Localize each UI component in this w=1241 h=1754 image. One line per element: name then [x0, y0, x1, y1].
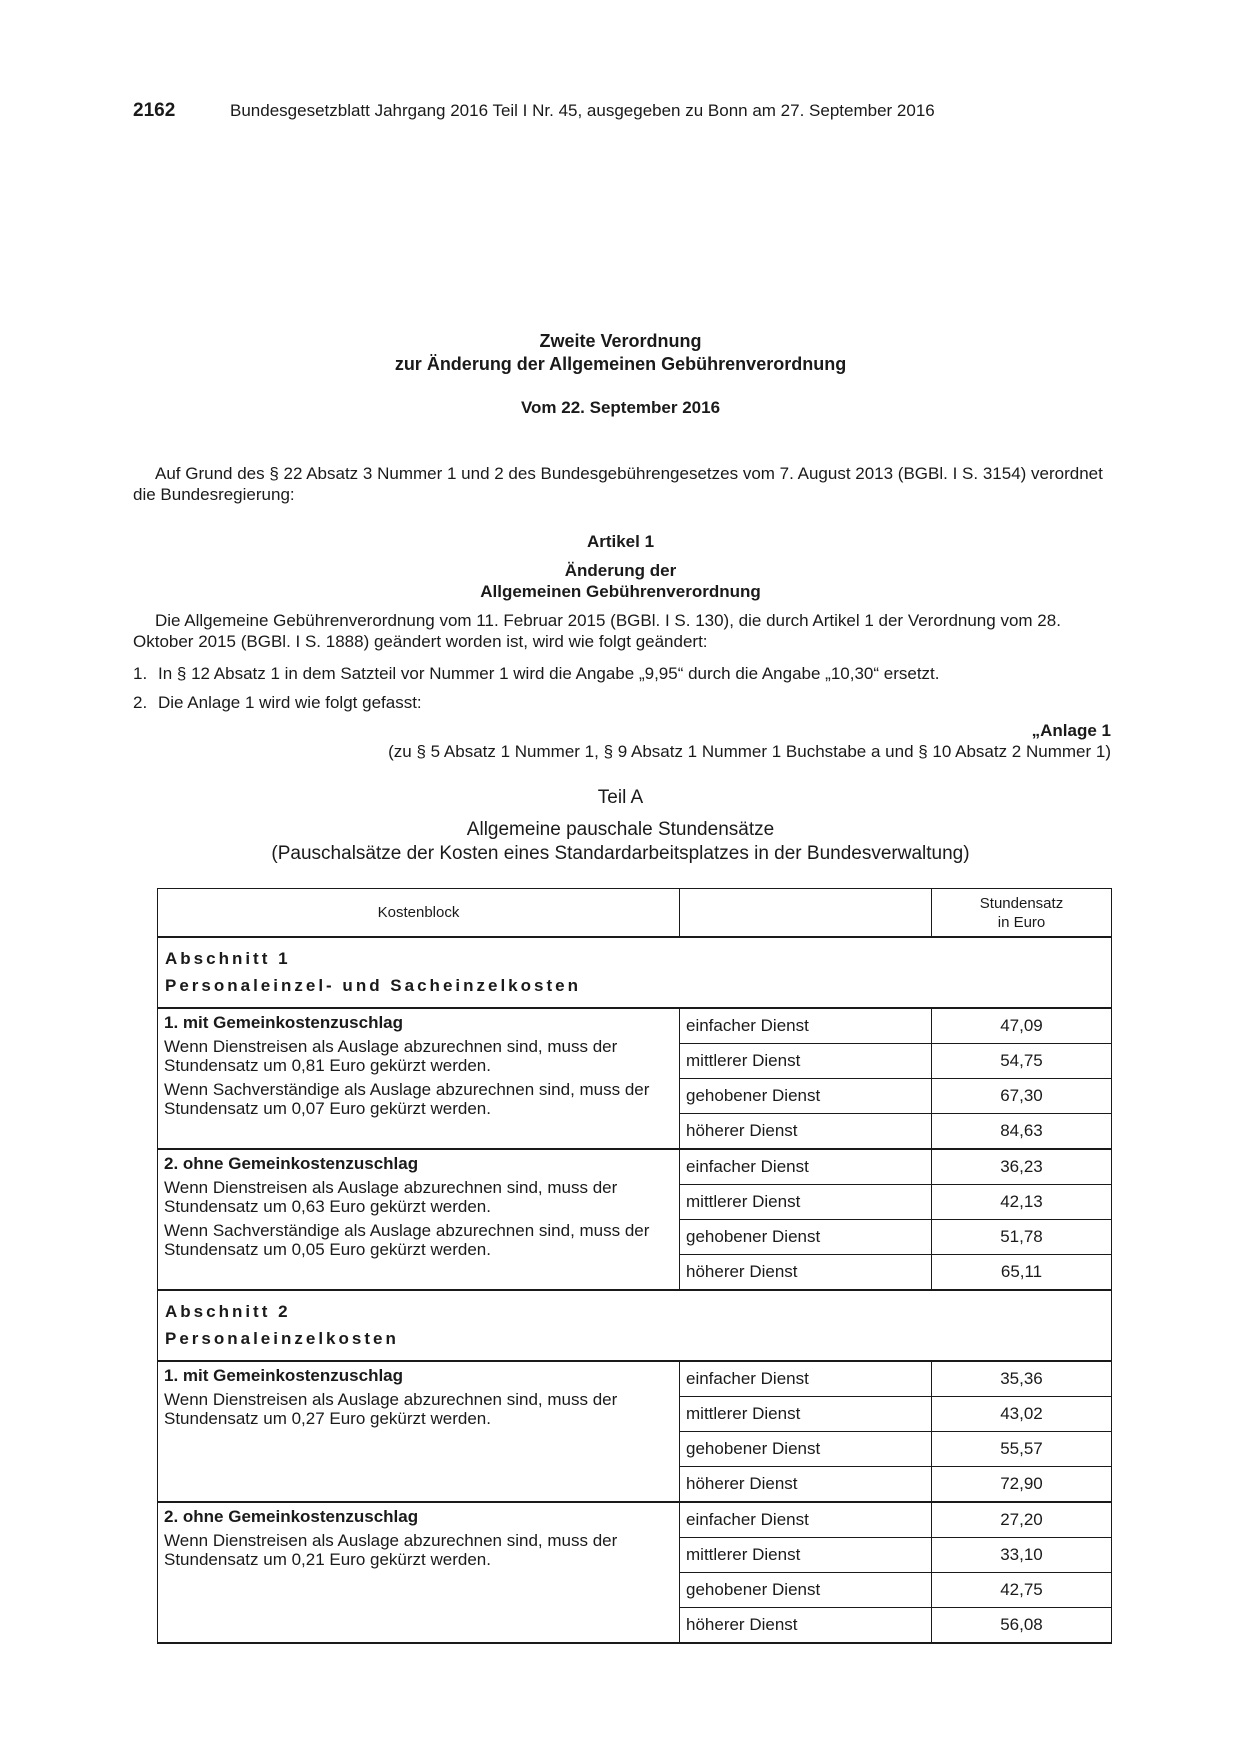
cost-block-description	[158, 1361, 680, 1502]
cost-block-note: Wenn Sachverständige als Auslage abzurechnen sind, muss der Stundensatz um 0,05 Euro gekürzt werden.	[164, 1221, 650, 1259]
rate-cell: 36,23	[932, 1149, 1112, 1185]
grade-cell: mittlerer Dienst	[680, 1397, 932, 1432]
hourly-rates-table	[157, 888, 1112, 1644]
section-number: Abschnitt 2	[165, 1302, 291, 1321]
grade-cell: gehobener Dienst	[680, 1573, 932, 1608]
annex-subtitle-line-1: Allgemeine pauschale Stundensätze	[466, 819, 775, 840]
section-header-row	[158, 937, 1112, 1008]
cost-block-description	[158, 1502, 680, 1643]
article-intro: Die Allgemeine Gebührenverordnung vom 11. Februar 2015 (BGBl. I S. 130), die durch Artikel 1 der Verordnung vom 28. Oktober 2015 (BGBl. I S. 1888) geändert worden ist, wird wie folgt geändert:	[133, 611, 1061, 651]
section-header-row	[158, 1290, 1112, 1361]
amendment-item-number: 2.	[133, 693, 148, 712]
rate-cell: 43,02	[932, 1397, 1112, 1432]
document-date: Vom 22. September 2016	[520, 398, 721, 417]
column-header-cost-block: Kostenblock	[158, 889, 680, 938]
cost-block-label: 1. mit Gemeinkostenzuschlag	[164, 1366, 404, 1385]
rate-cell: 35,36	[932, 1361, 1112, 1397]
column-header-rate	[932, 889, 1112, 938]
section-title	[158, 1290, 1112, 1361]
rate-cell: 55,57	[932, 1432, 1112, 1467]
cost-block-note: Wenn Dienstreisen als Auslage abzurechnen sind, muss der Stundensatz um 0,27 Euro gekürzt werden.	[164, 1390, 618, 1428]
grade-cell: gehobener Dienst	[680, 1079, 932, 1114]
grade-cell: gehobener Dienst	[680, 1220, 932, 1255]
rate-cell: 54,75	[932, 1044, 1112, 1079]
rate-cell: 33,10	[932, 1538, 1112, 1573]
table-row	[158, 1502, 1112, 1538]
section-number: Abschnitt 1	[165, 949, 291, 968]
cost-block-note: Wenn Dienstreisen als Auslage abzurechnen sind, muss der Stundensatz um 0,21 Euro gekürzt werden.	[164, 1531, 618, 1569]
cost-block-label: 2. ohne Gemeinkostenzuschlag	[164, 1154, 419, 1173]
rate-cell: 42,75	[932, 1573, 1112, 1608]
table-row	[158, 1149, 1112, 1185]
annex-subtitle-line-2: (Pauschalsätze der Kosten eines Standardarbeitsplatzes in der Bundesverwaltung)	[271, 843, 970, 864]
rate-cell: 67,30	[932, 1079, 1112, 1114]
table-row	[158, 1361, 1112, 1397]
article-heading-line-1: Änderung der	[564, 561, 677, 580]
amendment-item-text: In § 12 Absatz 1 in dem Satzteil vor Nummer 1 wird die Angabe „9,95“ durch die Angabe „10,30“ ersetzt.	[158, 664, 940, 683]
amendment-item-2	[133, 692, 1111, 713]
cost-block-description	[158, 1008, 680, 1149]
rate-cell: 56,08	[932, 1608, 1112, 1644]
cost-block-label: 1. mit Gemeinkostenzuschlag	[164, 1013, 404, 1032]
page-header	[133, 100, 1108, 126]
rate-cell: 27,20	[932, 1502, 1112, 1538]
rate-cell: 51,78	[932, 1220, 1112, 1255]
cost-block-note: Wenn Dienstreisen als Auslage abzurechnen sind, muss der Stundensatz um 0,63 Euro gekürzt werden.	[164, 1178, 618, 1216]
document-title-line-2: zur Änderung der Allgemeinen Gebührenverordnung	[394, 354, 847, 374]
rate-cell: 65,11	[932, 1255, 1112, 1291]
section-title	[158, 937, 1112, 1008]
amendment-item-text: Die Anlage 1 wird wie folgt gefasst:	[158, 693, 422, 712]
annex-label: „Anlage 1	[1031, 721, 1111, 740]
rate-cell: 42,13	[932, 1185, 1112, 1220]
article-number: Artikel 1	[586, 532, 655, 551]
annex-reference: (zu § 5 Absatz 1 Nummer 1, § 9 Absatz 1 Nummer 1 Buchstabe a und § 10 Absatz 2 Nummer 1)	[388, 742, 1111, 761]
grade-cell: einfacher Dienst	[680, 1361, 932, 1397]
amendment-item-1	[133, 663, 1111, 684]
rate-cell: 47,09	[932, 1008, 1112, 1044]
section-name: Personaleinzel- und Sacheinzelkosten	[165, 976, 581, 995]
preamble: Auf Grund des § 22 Absatz 3 Nummer 1 und 2 des Bundesgebührengesetzes vom 7. August 2013 (BGBl. I S. 3154) verordnet die Bundesregierung:	[133, 464, 1103, 504]
table-row	[158, 1008, 1112, 1044]
page-number: 2162	[133, 100, 176, 121]
cost-block-label: 2. ohne Gemeinkostenzuschlag	[164, 1507, 419, 1526]
article-heading-line-2: Allgemeinen Gebührenverordnung	[480, 582, 761, 601]
rate-cell: 84,63	[932, 1114, 1112, 1150]
grade-cell: höherer Dienst	[680, 1114, 932, 1150]
grade-cell: höherer Dienst	[680, 1255, 932, 1291]
table-header-row	[158, 889, 1112, 938]
grade-cell: mittlerer Dienst	[680, 1538, 932, 1573]
rate-cell: 72,90	[932, 1467, 1112, 1503]
cost-block-note: Wenn Sachverständige als Auslage abzurechnen sind, muss der Stundensatz um 0,07 Euro gekürzt werden.	[164, 1080, 650, 1118]
cost-block-note: Wenn Dienstreisen als Auslage abzurechnen sind, muss der Stundensatz um 0,81 Euro gekürzt werden.	[164, 1037, 618, 1075]
grade-cell: mittlerer Dienst	[680, 1185, 932, 1220]
grade-cell: einfacher Dienst	[680, 1502, 932, 1538]
column-header-grade	[680, 889, 932, 938]
section-name: Personaleinzelkosten	[165, 1329, 399, 1348]
running-head: Bundesgesetzblatt Jahrgang 2016 Teil I Nr. 45, ausgegeben zu Bonn am 27. September 2016	[230, 101, 935, 120]
grade-cell: gehobener Dienst	[680, 1432, 932, 1467]
rate-header-line-2: in Euro	[997, 913, 1046, 931]
document-title-line-1: Zweite Verordnung	[539, 331, 702, 351]
annex-part: Teil A	[597, 787, 644, 808]
grade-cell: höherer Dienst	[680, 1608, 932, 1644]
grade-cell: mittlerer Dienst	[680, 1044, 932, 1079]
amendment-item-number: 1.	[133, 664, 148, 683]
cost-block-description	[158, 1149, 680, 1290]
grade-cell: einfacher Dienst	[680, 1149, 932, 1185]
grade-cell: höherer Dienst	[680, 1467, 932, 1503]
rate-header-line-1: Stundensatz	[979, 894, 1064, 912]
grade-cell: einfacher Dienst	[680, 1008, 932, 1044]
